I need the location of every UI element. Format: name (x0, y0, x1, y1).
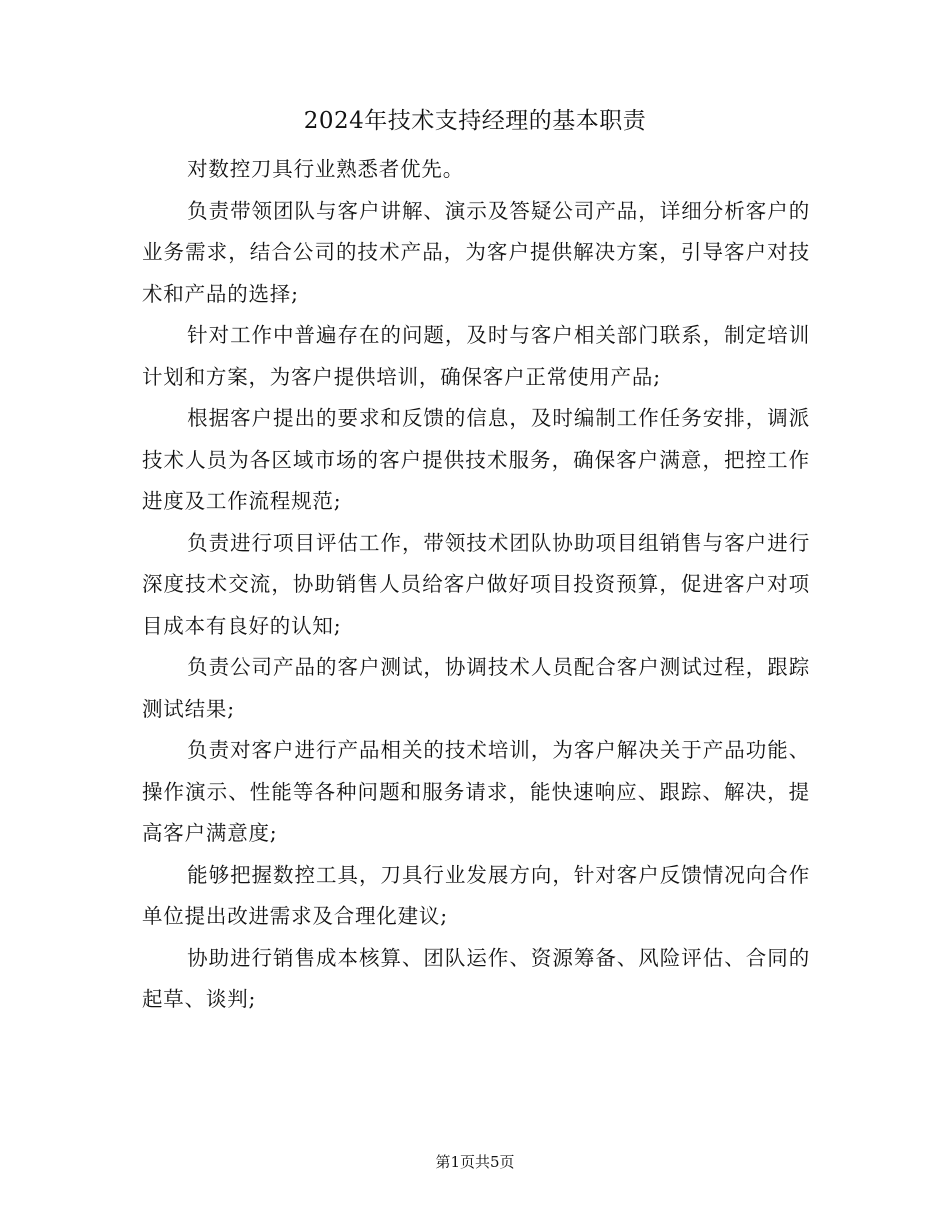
paragraph: 负责对客户进行产品相关的技术培训，为客户解决关于产品功能、操作演示、性能等各种问题和服务请求，能快速响应、跟踪、解决，提高客户满意度; (142, 738, 810, 845)
paragraph: 协助进行销售成本核算、团队运作、资源筹备、风险评估、合同的起草、谈判; (142, 945, 810, 1011)
paragraph: 负责公司产品的客户测试，协调技术人员配合客户测试过程，跟踪测试结果; (142, 655, 810, 721)
document-title: 2024年技术支持经理的基本职责 (303, 108, 647, 134)
paragraph: 根据客户提出的要求和反馈的信息，及时编制工作任务安排，调派技术人员为各区域市场的客户提供技术服务，确保客户满意，把控工作进度及工作流程规范; (142, 406, 810, 513)
paragraph: 对数控刀具行业熟悉者优先。 (187, 157, 464, 181)
paragraph: 针对工作中普遍存在的问题，及时与客户相关部门联系，制定培训计划和方案，为客户提供培训，确保客户正常使用产品; (142, 323, 810, 389)
document-body (142, 149, 810, 1021)
page-number: 第1页共5页 (435, 1153, 515, 1171)
paragraph: 负责带领团队与客户讲解、演示及答疑公司产品，详细分析客户的业务需求，结合公司的技术产品，为客户提供解决方案，引导客户对技术和产品的选择; (142, 198, 810, 306)
paragraph: 负责进行项目评估工作，带领技术团队协助项目组销售与客户进行深度技术交流，协助销售人员给客户做好项目投资预算，促进客户对项目成本有良好的认知; (142, 530, 810, 638)
paragraph: 能够把握数控工具，刀具行业发展方向，针对客户反馈情况向合作单位提出改进需求及合理化建议; (142, 862, 810, 928)
